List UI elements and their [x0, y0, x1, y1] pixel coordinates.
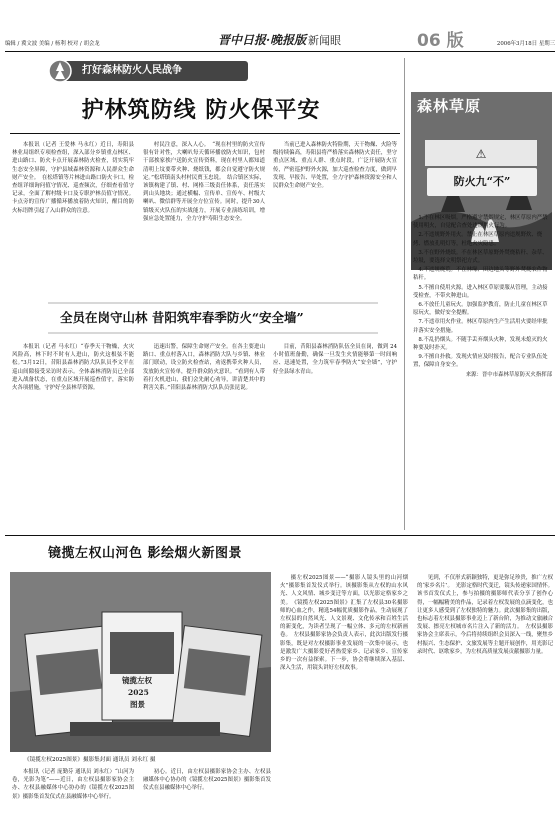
article3-col4: [417, 574, 553, 810]
sidebar-subtitle: 防火九“不”: [427, 168, 537, 196]
article1-text-col1: 本报讯（记者 王爱林 马永红）近日，寿阳县林业局组织专项检查组，深入部分乡镇重点林区、进山路口、防火卡点开展森林防火检查，切实筑牢生态安全屏障，守护县域森林资源和人民群众生命财产安全。 在松塔镇等片林进山路口防火卡口，检查组详细询问值守情况、巡查频次，仔细查看值守记录，全面了解村级卡口及专职护林员值守情况。卡点旁的宣传广播循环播放着防火知识，醒目的防火标语牌引起了入山群众的注意。: [12, 142, 134, 214]
photo-caption: 《镜揽左权2025图景》摄影集封面 通讯员 刘永红 摄: [24, 757, 156, 763]
sidebar: [404, 58, 555, 530]
article2-text-col2: 迅速出警，保障生命财产安全。在各主要进山路口、重点村落入口，森林消防大队与乡镇、林业部门联动，设立防火检查站，劝返携带火种人员，发放防火宣传单，提升群众防火意识。“看到有人带着打火机进山，我们会先耐心劝导，讲清楚其中的利害关系。”昔阳县森林消防大队队员张昆说。: [143, 344, 265, 392]
article2-headline: 全员在岗守山林 昔阳筑牢春季防火“安全墙”: [60, 310, 304, 325]
credits-line: 编辑 / 冀文波 美编 / 杨利 校对 / 胡会龙: [5, 41, 100, 47]
article1-text-col3: 当前已进入森林防火特险期，天干物燥、火险等级持续偏高，寿阳县将严格落实森林防火责任，坚守重点区域、重点人群、重点时段，广泛开展防火宣传，严密巡护野外火源，加大巡查检查力度，做到早发现、早报告、早处置，全力守护森林资源安全和人民群众生命财产安全。: [273, 142, 397, 190]
article1-col2: [143, 141, 265, 287]
article3-text-col2: 初心。近日，由左权县摄影家协会主办、左权县融媒体中心协办的《镜揽左权2025图景》摄影集首发仪式在县融媒体中心举行。: [143, 769, 271, 792]
svg-text:⚠: ⚠: [475, 147, 487, 161]
sidebar-item: 3.不在野外烧纸。不在林区草原野外焚烧秸秆、杂草、垃圾，要选择文明祭祀方式。: [413, 249, 548, 265]
poster-year: 2025: [128, 688, 149, 697]
campaign-banner: [48, 59, 348, 83]
page-number: 06 版: [417, 31, 464, 51]
sidebar-item: 2.不违规野外用火。禁止在林区草原内违规野炊、烧烤、燃放孔明灯等，杜绝火灾隐患。: [413, 232, 543, 247]
poster-title: 镜揽左权: [122, 676, 152, 685]
sidebar-item: 5.不擅自使用火源。进入林区草原要服从管理，主动接受检查，不带火种进山。: [413, 284, 548, 299]
article3-photo: [10, 572, 271, 752]
article2-col1: [12, 343, 134, 527]
sidebar-item: 7.不违章用火作业。林区草原内生产生活用火要经审批并落实安全措施。: [413, 319, 548, 334]
photo-book-stack: [10, 572, 271, 752]
poster-subtitle: 图景: [130, 700, 145, 709]
article3-col2: [143, 768, 271, 810]
article1-col3: [273, 141, 397, 287]
article1-rule: [10, 133, 400, 134]
sidebar-item: 9.不擅自扑救。发现火情应及时报告，配合专业队伍处置，保障自身安全。: [413, 354, 548, 369]
article3-text-col1: 本报讯（记者 庞勤芬 通讯员 刘永红）“山河为卷，光影为笔”——近日，由左权县摄影家协会主办、左权县融媒体中心协办的《镜揽左权2025图景》摄影集首发仪式在县融媒体中心举行。: [12, 769, 134, 800]
paper-name-logo: 晋中日报·晚报版: [218, 33, 307, 47]
article1-col1: [12, 141, 134, 287]
article3-col3: [280, 574, 408, 810]
issue-date: 2006年3月18日 星期三: [496, 41, 555, 47]
article1-headline: 护林筑防线 防火保平安: [81, 97, 321, 123]
article3-text-col3: 摄左权2025图景——“摄影人镜头里的山河烟火”摄影集首发仪式举行。该摄影集从左权的山水风光、人文风情、城乡变迁等方面，以光影定格家乡之美。 《镜揽左权2025图景》汇集了左权县30名摄影师的心血之作，精选54幅优质摄影作品，生动展现了左权县的自然风光、人文景观、文化传承和百姓生活的新变化，为读者呈现了一幅立体、多元的左权新画卷。 左权县摄影家协会负责人表示，此次出版发行摄影集，既是对左权摄影事业发展的一次集中展示，也是激发广大摄影爱好者热爱家乡、记录家乡、宣传家乡的一次有益探索。下一步，协会将继续深入基层、深入生活，用镜头讲好左权故事。: [280, 575, 408, 672]
article2-col2: [143, 343, 265, 527]
article3-col1: [12, 768, 134, 810]
sidebar-title: 森林草原: [417, 97, 482, 115]
sidebar-source: 来源：晋中市森林草原防灭火指挥部: [465, 371, 552, 378]
article2-col3: [273, 343, 397, 527]
article1-text-col2: 村民注意，深入人心。 “现在村里的防火宣传很有针对性，大喇叭每天循环播放防火知识，包村干部挨家挨户送防火宣传资料，现在村里人都知道清明上坟要带火种、烧纸钱，都会自觉遵守防火规定。”松塔镇南头村村民贾玉忠说。 结合镇区实际，该镇构建了镇、村、网格三级责任体系，责任落实到山头地块；通过横幅、宣传单、宣传车、村级大喇叭、微信群等开展全方位宣传。同时，提升30人镇级灭火队伍的实战能力，开展专业演练培训，增强应急处置能力，全力守护寿阳生态安全。: [143, 142, 265, 222]
sidebar-item: 4.不违规烧荒。不在林缘、田边地头等野外焚烧农作物秸秆。: [413, 267, 548, 282]
sidebar-list: [413, 214, 552, 379]
sidebar-item: 8.不乱扔烟头。不随手丢弃烟头火种，发现未熄灭的火种要及时扑灭。: [413, 336, 548, 352]
masthead: [5, 31, 555, 51]
article2-headline-block: [48, 297, 378, 339]
article3-text-col4: 见到，不仅形式新颖独特，更是弥足珍贵，推广左权的‘家乡名片’。 光影定格时代变迁，镜头传递家国情怀。该书首发仪式上，参与拍摄的摄影师代表分享了创作心得，一幅幅精美的作品，记录着左权发展的点滴变化，也让更多人感受到了左权独特的魅力。此次摄影集的出版，也标志着左权县摄影事业迈上了新台阶，为推动文旅融合发展、擦亮左权城市名片注入了新的活力。 左权县摄影家协会主席表示，今后将持续组织会员深入一线，聚焦乡村振兴、生态保护、文旅发展等主题开展创作，用光影记录时代、讴歌家乡，为左权高质量发展贡献摄影力量。: [417, 575, 553, 655]
sidebar-item: 1.不在林区吸烟。严格遵守禁烟规定，林区草原内严禁使用明火，自觉配合查处违规用火行为。: [413, 215, 548, 230]
article2-text-col1: 本报讯（记者 马永红）“春季天干物燥，火灾风险高，林下时不时有人进山，防火这根弦不能松。”3月12日，昔阳县森林消防大队队员李文平在巡山间隙接受采访时表示。全体森林消防员已全部进入战备状态，在重点区域开展巡查值守，落实防火各项措施，守护好全县林草资源。: [12, 344, 134, 392]
section-divider: [5, 535, 555, 536]
banner-text: 打好森林防火人民战争: [82, 65, 182, 76]
masthead-rule: [5, 51, 555, 52]
section-name: 新闻眼: [308, 34, 341, 47]
article3-headline: 镜揽左权山河色 影绘烟火新图景: [48, 546, 243, 561]
sidebar-item: 6.不放任儿童玩火。加强监护教育，防止儿童在林区草原玩火，做好安全提醒。: [413, 302, 548, 317]
article2-text-col3: 目前，昔阳县森林消防队伍全员在岗，做到 24 小时值班备勤，确保一旦发生火情能够第一时间响应、迅速处置，全力筑牢春季防火“安全墙”，守护好全县绿水青山。: [273, 344, 397, 375]
